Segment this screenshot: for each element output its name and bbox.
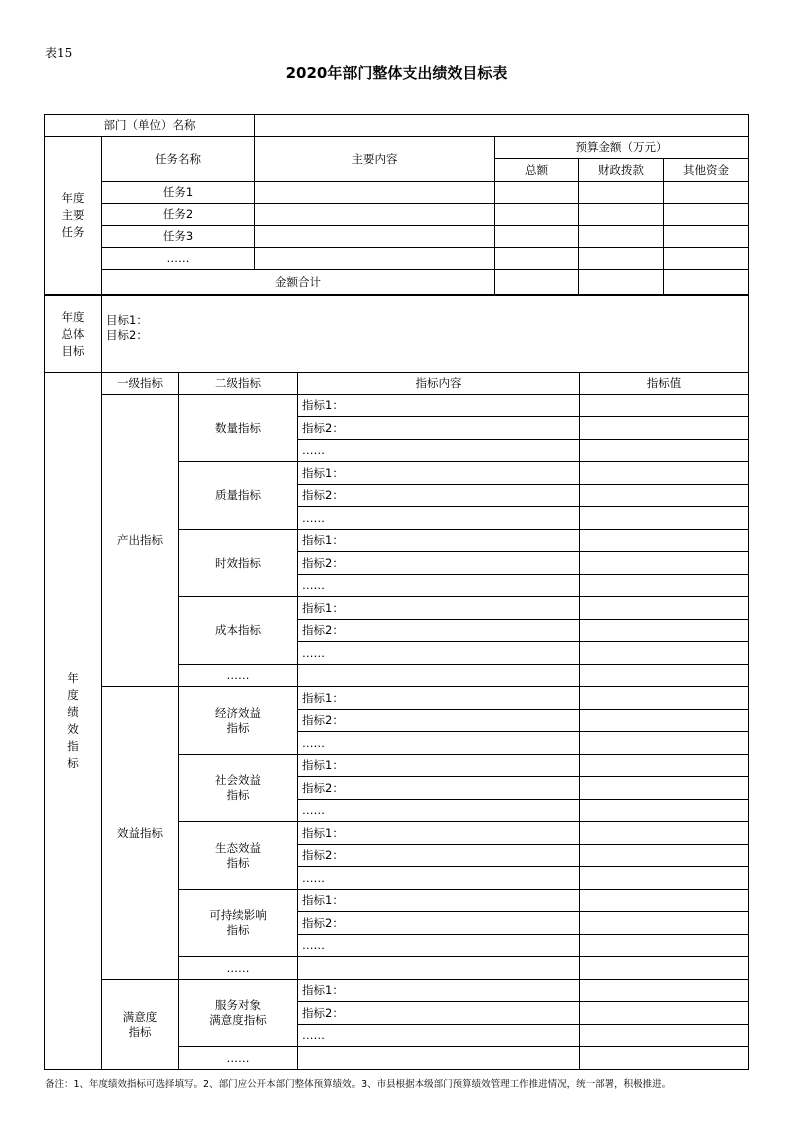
task-total-cell[interactable] [495,226,579,248]
indicator-item[interactable]: 指标2： [298,552,580,575]
timeliness-indicators-label: 时效指标 [179,530,298,597]
task-fiscal-cell[interactable] [579,182,664,204]
indicator-item[interactable]: 指标1： [298,687,580,710]
indicator-value-cell[interactable] [580,665,749,687]
cost-indicators-label: 成本指标 [179,597,298,665]
indicator-value-cell[interactable] [580,710,749,732]
indicator-content-cell[interactable] [298,957,580,980]
task-fiscal-cell[interactable] [579,204,664,226]
task-name: …… [102,248,255,270]
indicator-value-cell[interactable] [580,935,749,957]
dept-name-label: 部门（单位）名称 [45,115,255,137]
indicators-table [44,372,749,1070]
level2-header: 二级指标 [179,373,298,395]
indicator-content-cell[interactable] [298,665,580,687]
task-total-cell[interactable] [495,182,579,204]
output-indicators-label: 产出指标 [102,395,179,687]
indicator-item[interactable]: 指标1： [298,890,580,912]
indicator-value-cell[interactable] [580,822,749,845]
sum-total-cell[interactable] [495,270,579,295]
indicator-value-cell[interactable] [580,642,749,665]
task-total-cell[interactable] [495,204,579,226]
indicator-item[interactable]: 指标2： [298,845,580,867]
task-other-cell[interactable] [664,248,749,270]
amount-total-label: 金额合计 [102,270,495,295]
indicator-value-cell[interactable] [580,395,749,417]
indicator-value-cell[interactable] [580,912,749,935]
level1-header: 一级指标 [102,373,179,395]
indicator-item[interactable]: 指标1： [298,395,580,417]
indicator-item[interactable]: …… [298,507,580,530]
economic-benefit-label: 经济效益 指标 [179,687,298,755]
goal-item: 目标1： [106,313,148,327]
indicator-value-cell[interactable] [580,980,749,1002]
indicator-item[interactable]: 指标2： [298,417,580,440]
sustainable-impact-label: 可持续影响 指标 [179,890,298,957]
total-header: 总额 [495,159,579,182]
satisfaction-indicators-label: 满意度 指标 [102,980,179,1070]
indicator-value-cell[interactable] [580,890,749,912]
sum-other-cell[interactable] [664,270,749,295]
indicator-value-cell[interactable] [580,440,749,462]
social-benefit-label: 社会效益 指标 [179,755,298,822]
indicator-value-header: 指标值 [580,373,749,395]
indicator-item[interactable]: 指标1： [298,755,580,777]
annual-tasks-label: 年度 主要 任务 [45,137,102,295]
task-other-cell[interactable] [664,226,749,248]
dept-name-value[interactable] [255,115,749,137]
indicator-value-cell[interactable] [580,575,749,597]
footnote: 备注：1、年度绩效指标可选择填写。2、部门应公开本部门整体预算绩效。3、市县根据本级部门预算绩效管理工作推进情况，统一部署，积极推进。 [45,1079,672,1090]
output-other-label: …… [179,665,298,687]
task-fiscal-cell[interactable] [579,226,664,248]
annual-goals-label: 年度 总体 目标 [45,296,102,373]
other-funds-header: 其他资金 [664,159,749,182]
page-title: 2020年部门整体支出绩效目标表 [285,64,508,82]
task-row [45,226,749,248]
indicator-value-cell[interactable] [580,1002,749,1025]
indicator-item[interactable]: 指标1： [298,530,580,552]
indicator-content-cell[interactable] [298,1047,580,1070]
indicator-item[interactable]: 指标2： [298,912,580,935]
indicator-value-cell[interactable] [580,597,749,620]
indicator-value-cell[interactable] [580,485,749,507]
indicator-value-cell[interactable] [580,1047,749,1070]
indicator-value-cell[interactable] [580,845,749,867]
indicator-item[interactable]: 指标1： [298,462,580,485]
tasks-table [44,114,749,295]
indicator-value-cell[interactable] [580,777,749,800]
task-fiscal-cell[interactable] [579,248,664,270]
satisfaction-other-label: …… [179,1047,298,1070]
sum-fiscal-cell[interactable] [579,270,664,295]
benefit-other-label: …… [179,957,298,980]
task-other-cell[interactable] [664,204,749,226]
indicator-item[interactable]: 指标2： [298,1002,580,1025]
indicator-value-cell[interactable] [580,755,749,777]
indicator-item[interactable]: 指标1： [298,597,580,620]
indicator-content-header: 指标内容 [298,373,580,395]
indicator-item[interactable]: …… [298,800,580,822]
indicator-item[interactable]: 指标2： [298,620,580,642]
benefit-indicators-label: 效益指标 [102,687,179,980]
indicator-item[interactable]: …… [298,867,580,890]
task-row [45,248,749,270]
task-content-cell[interactable] [255,204,495,226]
indicator-item[interactable]: 指标2： [298,485,580,507]
indicator-item[interactable]: …… [298,935,580,957]
indicator-item[interactable]: 指标2： [298,710,580,732]
goal-item: 目标2： [106,328,148,342]
indicator-value-cell[interactable] [580,800,749,822]
task-content-cell[interactable] [255,248,495,270]
indicator-value-cell[interactable] [580,462,749,485]
main-content-header: 主要内容 [255,137,495,182]
task-name: 任务1 [102,182,255,204]
task-row [45,182,749,204]
service-satisfaction-label: 服务对象 满意度指标 [179,980,298,1047]
task-content-cell[interactable] [255,182,495,204]
indicator-item[interactable]: …… [298,642,580,665]
indicator-value-cell[interactable] [580,620,749,642]
quality-indicators-label: 质量指标 [179,462,298,530]
task-other-cell[interactable] [664,182,749,204]
goals-table [44,295,749,373]
indicator-value-cell[interactable] [580,687,749,710]
fiscal-header: 财政拨款 [579,159,664,182]
task-content-cell[interactable] [255,226,495,248]
task-total-cell[interactable] [495,248,579,270]
indicator-value-cell[interactable] [580,867,749,890]
task-name: 任务3 [102,226,255,248]
indicator-item[interactable]: …… [298,732,580,755]
indicator-value-cell[interactable] [580,552,749,575]
indicator-value-cell[interactable] [580,1025,749,1047]
ecological-benefit-label: 生态效益 指标 [179,822,298,890]
indicator-value-cell[interactable] [580,417,749,440]
indicator-item[interactable]: …… [298,1025,580,1047]
indicator-item[interactable]: 指标1： [298,822,580,845]
task-name-header: 任务名称 [102,137,255,182]
indicator-value-cell[interactable] [580,957,749,980]
table-number: 表15 [45,46,73,60]
indicator-value-cell[interactable] [580,530,749,552]
annual-performance-label: 年 度 绩 效 指 标 [45,373,102,1070]
budget-header: 预算金额（万元） [495,137,749,159]
goals-content[interactable] [102,296,749,373]
quantity-indicators-label: 数量指标 [179,395,298,462]
indicator-item[interactable]: 指标1： [298,980,580,1002]
indicator-item[interactable]: 指标2： [298,777,580,800]
indicator-item[interactable]: …… [298,575,580,597]
indicator-value-cell[interactable] [580,732,749,755]
task-name: 任务2 [102,204,255,226]
indicator-item[interactable]: …… [298,440,580,462]
task-row [45,204,749,226]
indicator-value-cell[interactable] [580,507,749,530]
